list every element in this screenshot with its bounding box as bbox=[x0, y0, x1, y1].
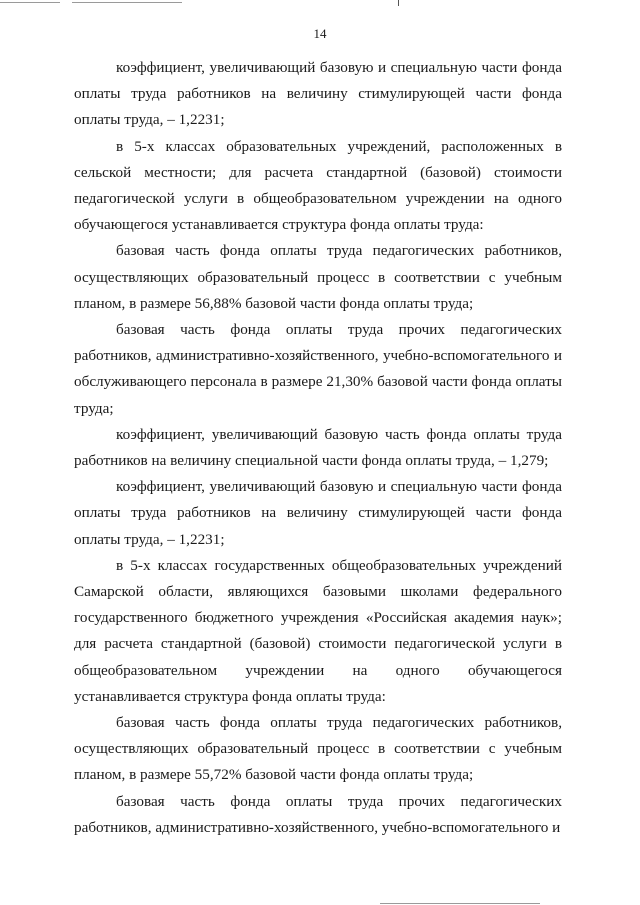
scan-artifact-top-mid bbox=[72, 2, 182, 3]
paragraph: базовая часть фонда оплаты труда педагогических работников, осуществляющих образовательный процесс в соответствии с учебным планом, в размере 56,88% базовой части фонда оплаты труда; bbox=[74, 242, 562, 312]
page-number: 14 bbox=[313, 26, 327, 41]
scan-artifact-bottom bbox=[380, 903, 540, 904]
document-body bbox=[74, 55, 562, 841]
scan-artifact-top-left bbox=[0, 2, 60, 3]
paragraph: в 5-х классах государственных общеобразовательных учреждений Самарской области, являющихся базовыми школами федерального государственного бюджетного учреждения «Российская академия наук»; для расчета стандартной (базовой) стоимости педагогической услуги в общеобразовательном учреждении на одного обучающегося устанавливается структура фонда оплаты труда: bbox=[74, 556, 562, 705]
paragraph: коэффициент, увеличивающий базовую часть фонда оплаты труда работников на величину специальной части фонда оплаты труда, – 1,279; bbox=[74, 425, 562, 470]
paragraph: базовая часть фонда оплаты труда педагогических работников, осуществляющих образовательный процесс в соответствии с учебным планом, в размере 55,72% базовой части фонда оплаты труда; bbox=[74, 714, 562, 784]
paragraph: базовая часть фонда оплаты труда прочих педагогических работников, административно-хозяйственного, учебно-вспомогательного и bbox=[74, 792, 562, 836]
scan-artifact-tick bbox=[398, 0, 399, 6]
paragraph: в 5-х классах образовательных учреждений, расположенных в сельской местности; для расчета стандартной (базовой) стоимости педагогической услуги в общеобразовательном учреждении на одного обучающегося устанавливается структура фонда оплаты труда: bbox=[74, 137, 562, 234]
paragraph: коэффициент, увеличивающий базовую и специальную части фонда оплаты труда работников на величину стимулирующей части фонда оплаты труда, – 1,2231; bbox=[74, 59, 562, 129]
paragraph: коэффициент, увеличивающий базовую и специальную части фонда оплаты труда работников на величину стимулирующей части фонда оплаты труда, – 1,2231; bbox=[74, 478, 562, 548]
paragraph: базовая часть фонда оплаты труда прочих педагогических работников, административно-хозяйственного, учебно-вспомогательного и обслуживающего персонала в размере 21,30% базовой части фонда оплаты труда; bbox=[74, 321, 562, 417]
